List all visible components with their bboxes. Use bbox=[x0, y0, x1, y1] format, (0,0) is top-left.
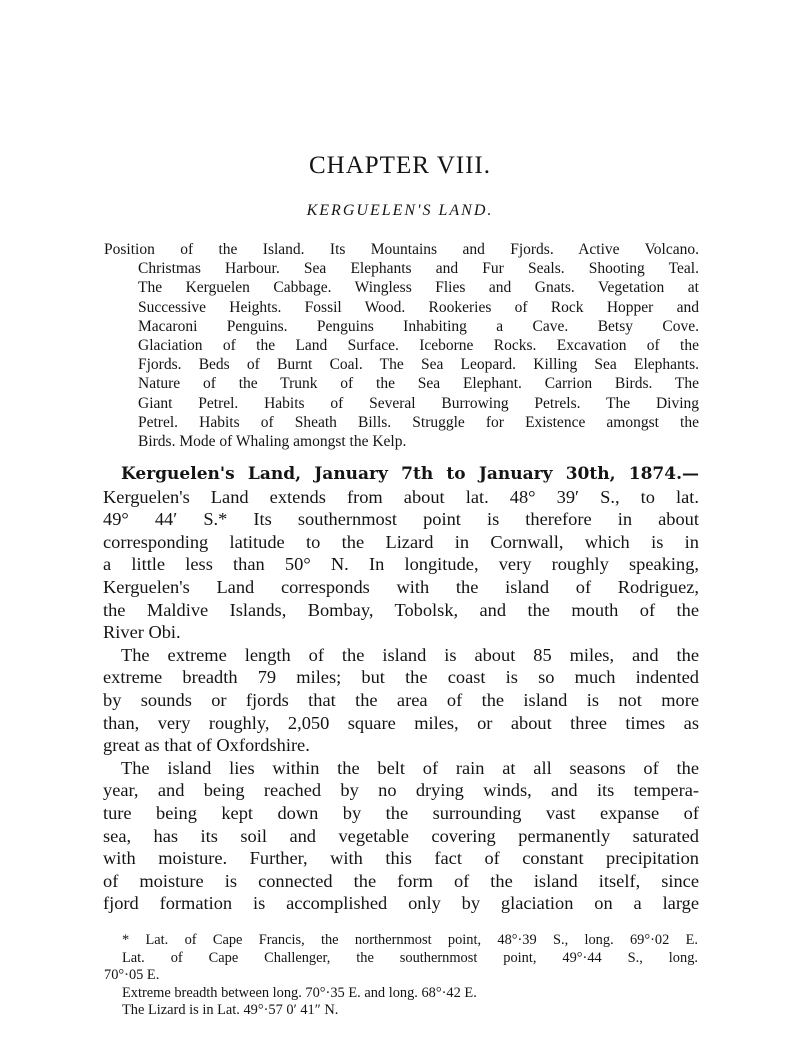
footnotes bbox=[104, 932, 698, 1020]
body-line: ture being kept down by the surrounding vast expanse of bbox=[103, 802, 699, 823]
body-line: extreme breadth 79 miles; but the coast is so much indented bbox=[103, 667, 699, 688]
footnote-line: Lat. of Cape Challenger, the southernmost point, 49°·44 S., long. bbox=[122, 949, 698, 966]
body-line: the Maldive Islands, Bombay, Tobolsk, and the mouth of the bbox=[103, 599, 699, 620]
body-line: of moisture is connected the form of the island itself, since bbox=[103, 870, 699, 891]
synopsis-line: Petrel. Habits of Sheath Bills. Struggle for Existence amongst the bbox=[138, 413, 699, 431]
body-line: by sounds or fjords that the area of the island is not more bbox=[103, 689, 699, 710]
body-line: sea, has its soil and vegetable covering permanently saturated bbox=[103, 825, 699, 846]
body-text bbox=[103, 462, 699, 915]
body-line: River Obi. bbox=[103, 622, 181, 643]
body-line: great as that of Oxfordshire. bbox=[103, 735, 310, 756]
body-line: year, and being reached by no drying winds, and its tempera- bbox=[103, 780, 699, 801]
body-line: a little less than 50° N. In longitude, very roughly speaking, bbox=[103, 554, 699, 575]
synopsis-line: Successive Heights. Fossil Wood. Rookeries of Rock Hopper and bbox=[138, 298, 699, 316]
body-line: The island lies within the belt of rain at all seasons of the bbox=[121, 757, 699, 778]
footnote-line: 70°·05 E. bbox=[104, 967, 160, 983]
synopsis-line: Position of the Island. Its Mountains and Fjords. Active Volcano. bbox=[104, 241, 699, 258]
synopsis-line: Macaroni Penguins. Penguins Inhabiting a Cave. Betsy Cove. bbox=[138, 317, 699, 335]
body-line: corresponding latitude to the Lizard in Cornwall, which is in bbox=[103, 531, 699, 552]
synopsis-line: Nature of the Trunk of the Sea Elephant. Carrion Birds. The bbox=[138, 375, 699, 393]
synopsis-line: Giant Petrel. Habits of Several Burrowing Petrels. The Diving bbox=[138, 394, 699, 412]
chapter-subtitle: KERGUELEN'S LAND. bbox=[306, 202, 494, 219]
body-line: Kerguelen's Land extends from about lat. 48° 39′ S., to lat. bbox=[103, 486, 699, 507]
section-run-head: Kerguelen's Land, January 7th to January 30th, 1874.— bbox=[121, 464, 699, 484]
synopsis-line: Fjords. Beds of Burnt Coal. The Sea Leopard. Killing Sea Elephants. bbox=[138, 356, 699, 374]
body-line: Kerguelen's Land corresponds with the island of Rodriguez, bbox=[103, 576, 699, 597]
body-line: The extreme length of the island is about 85 miles, and the bbox=[121, 644, 699, 665]
synopsis-line: Birds. Mode of Whaling amongst the Kelp. bbox=[138, 433, 407, 451]
footnote-line: * Lat. of Cape Francis, the northernmost point, 48°·39 S., long. 69°·02 E. bbox=[122, 932, 698, 948]
footnote-line: The Lizard is in Lat. 49°·57 0′ 41″ N. bbox=[122, 1002, 339, 1018]
chapter-synopsis bbox=[104, 240, 699, 451]
body-line: fjord formation is accomplished only by glaciation on a large bbox=[103, 893, 699, 914]
body-line: with moisture. Further, with this fact of constant precipitation bbox=[103, 848, 699, 869]
synopsis-line: Christmas Harbour. Sea Elephants and Fur Seals. Shooting Teal. bbox=[138, 260, 699, 278]
synopsis-line: Glaciation of the Land Surface. Iceborne Rocks. Excavation of the bbox=[138, 337, 699, 355]
footnote-line: Extreme breadth between long. 70°·35 E. and long. 68°·42 E. bbox=[122, 984, 477, 1001]
body-line bbox=[103, 462, 699, 486]
body-line: than, very roughly, 2,050 square miles, or about three times as bbox=[103, 712, 699, 733]
chapter-title: CHAPTER VIII. bbox=[309, 152, 491, 179]
synopsis-line: The Kerguelen Cabbage. Wingless Flies and Gnats. Vegetation at bbox=[138, 279, 699, 297]
body-line: 49° 44′ S.* Its southernmost point is therefore in about bbox=[103, 509, 699, 530]
